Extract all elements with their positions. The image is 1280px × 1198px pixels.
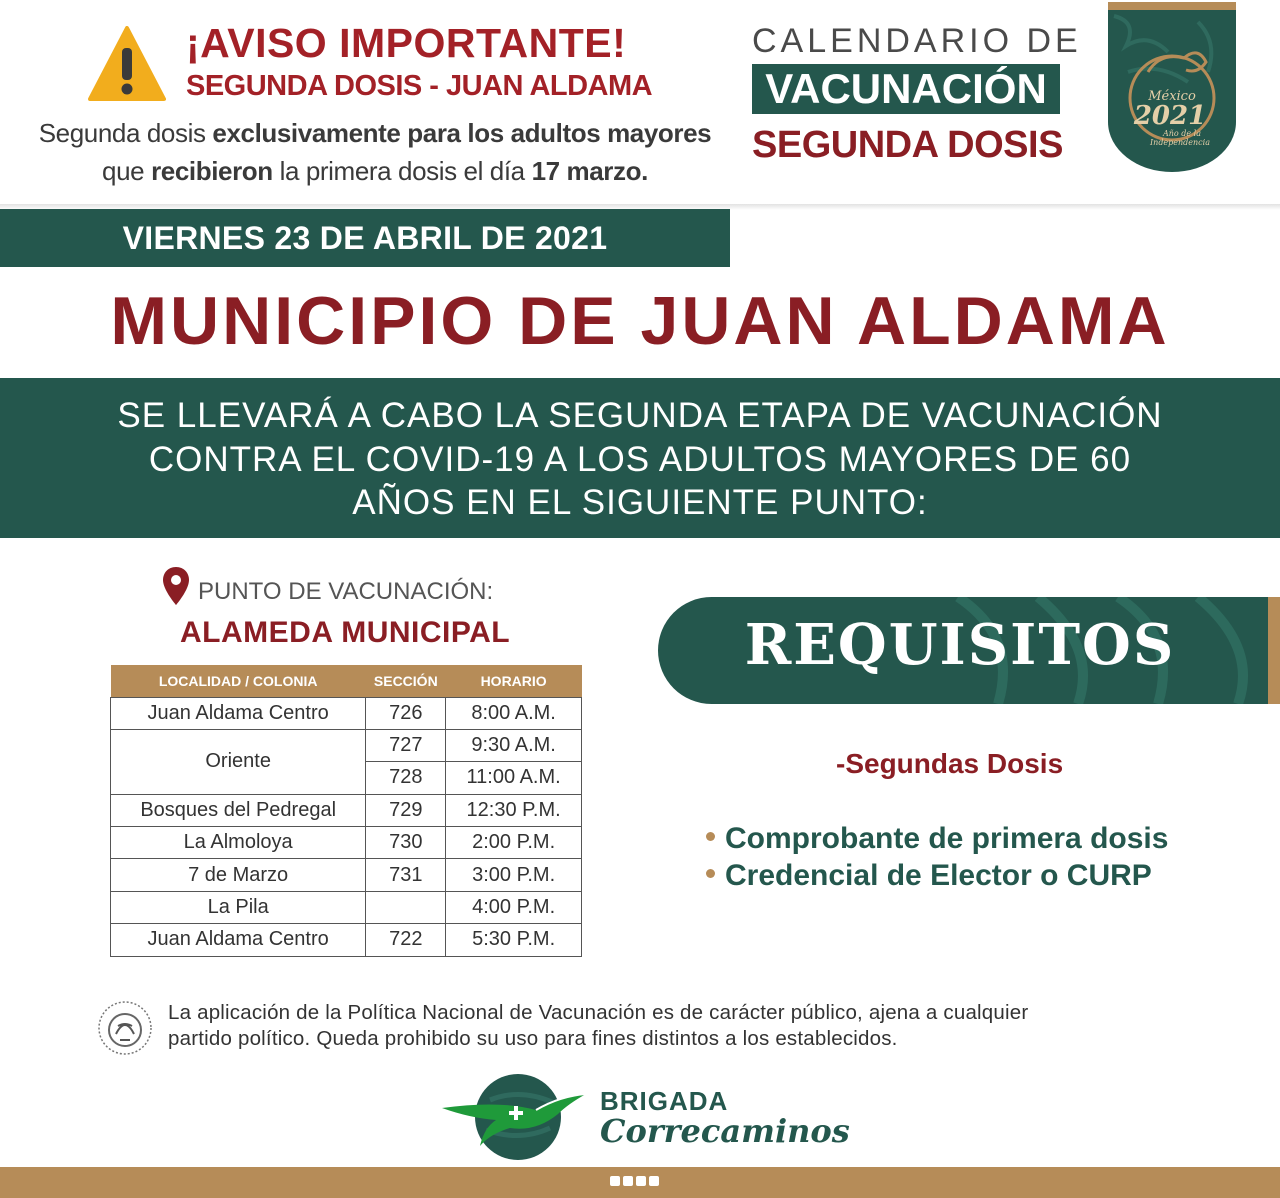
cell-localidad: Bosques del Pedregal [111,794,366,826]
requisitos-title: REQUISITOS [744,612,1176,678]
cell-seccion: 722 [366,924,446,956]
cell-localidad: Oriente [111,729,366,794]
map-pin-icon [162,566,190,606]
cell-seccion: 728 [366,762,446,794]
table-row [111,859,582,891]
table-row [111,697,582,729]
cell-horario: 11:00 A.M. [446,762,582,794]
mexico-2021-logo [1108,2,1236,172]
cell-seccion: 727 [366,729,446,761]
mexico-seal-icon [96,1000,154,1056]
cell-horario: 2:00 P.M. [446,827,582,859]
cell-seccion: 726 [366,697,446,729]
cell-horario: 12:30 P.M. [446,794,582,826]
header-horario: HORARIO [446,665,582,697]
requisitos-banner-edge [1268,597,1280,704]
calendar-title-line1: CALENDARIO DE [752,22,1082,60]
aviso-title: ¡AVISO IMPORTANTE! [186,20,627,66]
cell-horario: 8:00 A.M. [446,697,582,729]
roadrunner-logo-icon [440,1070,590,1164]
list-item: Credencial de Elector o CURP [706,857,1168,894]
table-row [111,827,582,859]
header-seccion: SECCIÓN [366,665,446,697]
cell-localidad: La Almoloya [111,827,366,859]
twitter-icon[interactable] [623,1176,633,1186]
youtube-icon[interactable] [649,1176,659,1186]
header-localidad: LOCALIDAD / COLONIA [111,665,366,697]
cell-horario: 3:00 P.M. [446,859,582,891]
facebook-icon[interactable] [610,1176,620,1186]
table-header-row [111,665,582,697]
cell-horario: 4:00 P.M. [446,891,582,923]
table-row [111,891,582,923]
schedule-table [110,665,582,957]
cell-seccion [366,891,446,923]
cell-localidad: Juan Aldama Centro [111,697,366,729]
punto-name: ALAMEDA MUNICIPAL [180,616,511,649]
requisitos-list [706,820,1168,894]
cell-seccion: 729 [366,794,446,826]
svg-text:Año de la: Año de la [1162,129,1202,138]
social-icons [610,1176,659,1188]
aviso-body: Segunda dosis exclusivamente para los adultos mayores que recibieron la primera dosis el día 17 marzo. [38,118,712,186]
announcement-text: SE LLEVARÁ A CABO LA SEGUNDA ETAPA DE VACUNACIÓN CONTRA EL COVID-19 A LOS ADULTOS MAYORES DE 60 AÑOS EN EL SIGUIENTE PUNTO: [117,396,1163,522]
svg-text:2021: 2021 [1133,101,1207,131]
warning-icon [88,26,166,102]
cell-seccion: 730 [366,827,446,859]
svg-text:México: México [1148,89,1196,104]
cell-horario: 5:30 P.M. [446,924,582,956]
bullet-icon [706,869,715,878]
requisitos-subtitle: -Segundas Dosis [836,748,1064,779]
table-row [111,924,582,956]
cell-localidad: La Pila [111,891,366,923]
disclaimer-text: La aplicación de la Política Nacional de Vacunación es de carácter público, ajena a cualquier partido político. Queda prohibido su uso para fines distintos a los establecidos. [168,1001,1029,1050]
date-banner: VIERNES 23 DE ABRIL DE 2021 [0,209,730,267]
calendar-title-line2: VACUNACIÓN [752,64,1060,114]
instagram-icon[interactable] [636,1176,646,1186]
correcaminos-label: Correcaminos [600,1112,850,1150]
cell-localidad: 7 de Marzo [111,859,366,891]
list-item: Comprobante de primera dosis [706,820,1168,857]
punto-label: PUNTO DE VACUNACIÓN: [198,578,494,605]
brigada-label: BRIGADA [600,1086,729,1116]
aviso-subtitle: SEGUNDA DOSIS - JUAN ALDAMA [186,70,653,102]
cell-horario: 9:30 A.M. [446,729,582,761]
table-row [111,794,582,826]
municipality-title: MUNICIPIO DE JUAN ALDAMA [110,283,1170,359]
svg-text:Independencia: Independencia [1150,138,1210,147]
calendar-title-line3: SEGUNDA DOSIS [752,124,1063,166]
cell-seccion: 731 [366,859,446,891]
table-row [111,729,582,761]
bullet-icon [706,832,715,841]
cell-localidad: Juan Aldama Centro [111,924,366,956]
